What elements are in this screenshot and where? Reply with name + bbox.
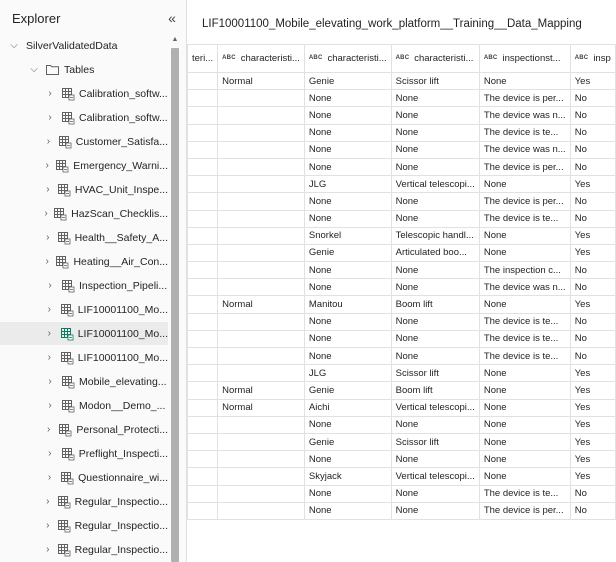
table-icon xyxy=(62,112,74,124)
table-item-label: Regular_Inspectio... xyxy=(74,495,168,508)
table-cell[interactable]: The device is te... xyxy=(479,210,570,227)
table-icon xyxy=(54,208,66,220)
table-cell[interactable] xyxy=(218,330,305,347)
table-cell[interactable] xyxy=(188,244,218,261)
table-cell[interactable]: The device is te... xyxy=(479,330,570,347)
table-cell[interactable] xyxy=(188,399,218,416)
column-header-label: inspectionst... xyxy=(502,53,561,64)
table-cell[interactable] xyxy=(218,468,305,485)
table-row[interactable] xyxy=(188,73,616,90)
table-cell[interactable]: None xyxy=(304,158,391,175)
column-header-label: characteristi... xyxy=(414,53,474,64)
table-cell[interactable]: Normal xyxy=(218,382,305,399)
column-header-label: characteristi... xyxy=(240,53,300,64)
table-row[interactable] xyxy=(188,313,616,330)
table-cell[interactable]: None xyxy=(479,433,570,450)
table-cell[interactable]: None xyxy=(479,399,570,416)
column-header-label: insp xyxy=(593,53,611,64)
sidebar-table-item[interactable] xyxy=(0,154,168,177)
table-cell[interactable]: Articulated boo... xyxy=(391,244,479,261)
column-header[interactable] xyxy=(188,45,218,73)
table-cell[interactable]: None xyxy=(479,468,570,485)
page-title: LIF10001100_Mobile_elevating_work_platform__Training__Data_Mapping xyxy=(202,18,582,30)
table-cell[interactable]: Normal xyxy=(218,399,305,416)
table-row[interactable] xyxy=(188,399,616,416)
table-cell[interactable]: Yes xyxy=(570,468,615,485)
table-cell[interactable]: JLG xyxy=(304,365,391,382)
table-cell[interactable]: No xyxy=(570,279,615,296)
table-cell[interactable] xyxy=(218,141,305,158)
table-cell[interactable]: No xyxy=(570,313,615,330)
table-cell[interactable]: None xyxy=(304,141,391,158)
table-cell[interactable]: Skyjack xyxy=(304,468,391,485)
table-cell[interactable]: The device is te... xyxy=(479,485,570,502)
table-cell[interactable]: Genie xyxy=(304,433,391,450)
table-cell[interactable]: No xyxy=(570,158,615,175)
table-cell[interactable]: Vertical telescopi... xyxy=(391,399,479,416)
table-cell[interactable]: Telescopic handl... xyxy=(391,227,479,244)
table-cell[interactable]: The device was n... xyxy=(479,141,570,158)
table-icon xyxy=(59,136,71,148)
chevron-right-icon[interactable]: › xyxy=(46,232,50,243)
table-cell[interactable]: The device is te... xyxy=(479,348,570,365)
table-icon xyxy=(62,448,74,460)
table-cell[interactable]: Genie xyxy=(304,73,391,90)
table-cell[interactable]: None xyxy=(391,348,479,365)
sidebar-table-item[interactable] xyxy=(0,274,168,297)
column-header[interactable] xyxy=(304,45,391,73)
table-cell[interactable]: Genie xyxy=(304,382,391,399)
table-cell[interactable] xyxy=(188,124,218,141)
tree-folder-tables[interactable] xyxy=(0,58,168,81)
table-cell[interactable] xyxy=(188,330,218,347)
scroll-up-arrow-icon[interactable]: ▲ xyxy=(171,36,179,43)
table-cell[interactable] xyxy=(188,468,218,485)
table-cell[interactable]: No xyxy=(570,141,615,158)
string-type-icon: ABC xyxy=(574,55,589,61)
table-cell[interactable] xyxy=(188,313,218,330)
table-cell[interactable]: Yes xyxy=(570,382,615,399)
table-row[interactable] xyxy=(188,468,616,485)
table-row[interactable] xyxy=(188,433,616,450)
table-cell[interactable]: No xyxy=(570,348,615,365)
table-cell[interactable] xyxy=(218,502,305,519)
table-row[interactable] xyxy=(188,90,616,107)
table-cell[interactable] xyxy=(218,107,305,124)
tree-root-label: SilverValidatedData xyxy=(26,39,118,52)
table-cell[interactable]: None xyxy=(391,90,479,107)
table-cell[interactable]: Yes xyxy=(570,244,615,261)
tree-root-silvervalidateddata[interactable] xyxy=(0,34,168,57)
table-cell[interactable] xyxy=(188,176,218,193)
table-icon xyxy=(58,232,70,244)
table-cell[interactable] xyxy=(218,433,305,450)
table-cell[interactable]: Yes xyxy=(570,365,615,382)
chevron-right-icon[interactable]: › xyxy=(46,520,50,531)
table-cell[interactable]: None xyxy=(391,485,479,502)
table-cell[interactable] xyxy=(218,210,305,227)
table-cell[interactable]: None xyxy=(304,210,391,227)
table-cell[interactable]: No xyxy=(570,502,615,519)
table-item-label: Mobile_elevating... xyxy=(79,375,167,388)
table-cell[interactable]: None xyxy=(391,262,479,279)
table-row[interactable] xyxy=(188,262,616,279)
table-icon xyxy=(61,304,73,316)
column-header[interactable] xyxy=(391,45,479,73)
table-icon xyxy=(56,160,68,172)
table-cell[interactable]: No xyxy=(570,330,615,347)
chevron-right-icon[interactable]: › xyxy=(48,88,52,99)
table-cell[interactable]: None xyxy=(391,330,479,347)
main-panel xyxy=(187,0,611,562)
table-cell[interactable]: No xyxy=(570,90,615,107)
table-cell[interactable]: None xyxy=(391,279,479,296)
table-cell[interactable] xyxy=(188,485,218,502)
table-cell[interactable]: None xyxy=(391,107,479,124)
table-row[interactable] xyxy=(188,141,616,158)
table-cell[interactable]: No xyxy=(570,210,615,227)
table-row[interactable] xyxy=(188,348,616,365)
table-cell[interactable] xyxy=(218,176,305,193)
table-cell[interactable]: Vertical telescopi... xyxy=(391,176,479,193)
chevron-right-icon[interactable]: › xyxy=(47,472,52,483)
table-item-label: LIF10001100_Mo... xyxy=(77,351,168,364)
table-icon xyxy=(56,256,68,268)
table-icon xyxy=(58,544,70,556)
table-row[interactable] xyxy=(188,365,616,382)
table-cell[interactable]: The device is per... xyxy=(479,502,570,519)
sidebar-table-item[interactable] xyxy=(0,346,168,369)
table-cell[interactable] xyxy=(188,210,218,227)
table-cell[interactable]: The inspection c... xyxy=(479,262,570,279)
table-row[interactable] xyxy=(188,244,616,261)
explorer-scrollbar[interactable] xyxy=(170,34,180,562)
table-cell[interactable]: No xyxy=(570,485,615,502)
column-header[interactable] xyxy=(570,45,615,73)
table-cell[interactable] xyxy=(218,348,305,365)
table-cell[interactable]: Boom lift xyxy=(391,296,479,313)
table-item-label: Modon__Demo_... xyxy=(79,399,166,412)
table-cell[interactable] xyxy=(188,262,218,279)
table-icon xyxy=(62,88,74,100)
chevron-right-icon[interactable]: › xyxy=(47,304,52,315)
scrollbar-thumb[interactable] xyxy=(171,48,179,562)
table-cell[interactable] xyxy=(218,90,305,107)
table-row[interactable] xyxy=(188,451,616,468)
table-cell[interactable]: Boom lift xyxy=(391,382,479,399)
table-item-label: LIF10001100_Mo... xyxy=(77,327,168,340)
column-header-label: teri... xyxy=(192,53,214,64)
table-cell[interactable]: Yes xyxy=(570,296,615,313)
table-cell[interactable]: Scissor lift xyxy=(391,433,479,450)
table-cell[interactable]: Manitou xyxy=(304,296,391,313)
table-cell[interactable]: None xyxy=(304,262,391,279)
table-item-label: Health__Safety_A... xyxy=(74,231,168,244)
table-item-label: Regular_Inspectio... xyxy=(74,519,168,532)
table-cell[interactable]: None xyxy=(304,348,391,365)
table-cell[interactable]: None xyxy=(391,141,479,158)
chevron-right-icon[interactable]: › xyxy=(48,448,52,459)
table-row[interactable] xyxy=(188,416,616,433)
table-row[interactable] xyxy=(188,296,616,313)
table-cell[interactable]: None xyxy=(479,244,570,261)
table-cell[interactable] xyxy=(188,296,218,313)
table-cell[interactable] xyxy=(218,313,305,330)
folder-icon xyxy=(46,64,59,75)
table-item-label: Emergency_Warni... xyxy=(73,159,168,172)
table-item-label: Personal_Protecti... xyxy=(76,423,168,436)
sidebar-table-item[interactable] xyxy=(0,298,168,321)
table-cell[interactable]: None xyxy=(391,193,479,210)
column-header[interactable] xyxy=(479,45,570,73)
table-cell[interactable]: None xyxy=(391,124,479,141)
table-cell[interactable]: The device was n... xyxy=(479,107,570,124)
table-cell[interactable]: No xyxy=(570,262,615,279)
sidebar-table-item[interactable] xyxy=(0,82,168,105)
table-row[interactable] xyxy=(188,227,616,244)
table-item-label: Inspection_Pipeli... xyxy=(79,279,168,292)
table-item-label: Calibration_softw... xyxy=(79,87,168,100)
table-cell[interactable]: None xyxy=(391,210,479,227)
sidebar-table-item[interactable] xyxy=(0,106,168,129)
table-cell[interactable]: Normal xyxy=(218,73,305,90)
table-cell[interactable] xyxy=(188,73,218,90)
table-cell[interactable]: Yes xyxy=(570,399,615,416)
sidebar-table-item[interactable] xyxy=(0,250,168,273)
chevron-right-icon[interactable]: › xyxy=(46,136,51,147)
table-cell[interactable]: None xyxy=(304,330,391,347)
chevron-right-icon[interactable]: › xyxy=(46,544,50,555)
table-cell[interactable]: None xyxy=(479,227,570,244)
table-cell[interactable] xyxy=(188,416,218,433)
table-cell[interactable]: None xyxy=(304,90,391,107)
table-item-label: Customer_Satisfa... xyxy=(75,135,168,148)
sidebar-table-item[interactable] xyxy=(0,418,168,441)
tree-folder-label: Tables xyxy=(64,63,95,76)
table-header-row xyxy=(188,45,616,73)
sidebar-table-item[interactable] xyxy=(0,442,168,465)
chevron-right-icon[interactable]: › xyxy=(46,496,50,507)
table-cell[interactable]: No xyxy=(570,193,615,210)
table-row[interactable] xyxy=(188,382,616,399)
table-cell[interactable]: None xyxy=(304,416,391,433)
table-cell[interactable]: Normal xyxy=(218,296,305,313)
chevron-down-icon[interactable]: ⌵ xyxy=(30,64,38,75)
table-row[interactable] xyxy=(188,107,616,124)
string-type-icon: ABC xyxy=(222,55,236,61)
table-cell[interactable]: None xyxy=(479,365,570,382)
table-cell[interactable] xyxy=(188,433,218,450)
sidebar-table-item[interactable] xyxy=(0,538,168,561)
table-cell[interactable] xyxy=(218,279,305,296)
table-cell[interactable] xyxy=(188,348,218,365)
chevron-right-icon[interactable]: › xyxy=(45,160,49,171)
table-row[interactable] xyxy=(188,330,616,347)
column-header-label: characteristi... xyxy=(327,53,387,64)
chevron-right-icon[interactable]: › xyxy=(48,112,52,123)
table-cell[interactable] xyxy=(188,279,218,296)
table-cell[interactable]: None xyxy=(391,313,479,330)
table-cell[interactable]: Yes xyxy=(570,73,615,90)
table-cell[interactable]: None xyxy=(479,73,570,90)
table-cell[interactable]: None xyxy=(304,279,391,296)
table-item-label: Heating__Air_Con... xyxy=(73,255,168,268)
table-icon xyxy=(62,400,74,412)
table-cell[interactable] xyxy=(188,502,218,519)
table-cell[interactable]: Aichi xyxy=(304,399,391,416)
table-cell[interactable]: None xyxy=(304,485,391,502)
table-cell[interactable] xyxy=(188,193,218,210)
explorer-panel xyxy=(0,0,187,562)
table-cell[interactable] xyxy=(188,451,218,468)
table-cell[interactable] xyxy=(188,90,218,107)
table-cell[interactable]: None xyxy=(479,451,570,468)
table-cell[interactable] xyxy=(218,262,305,279)
table-icon xyxy=(61,328,73,340)
table-cell[interactable] xyxy=(218,416,305,433)
chevron-right-icon[interactable]: › xyxy=(46,184,50,195)
table-icon xyxy=(58,520,70,532)
table-icon xyxy=(59,424,71,436)
sidebar-table-item[interactable] xyxy=(0,322,168,345)
table-item-label: Regular_Inspectio... xyxy=(74,543,168,556)
table-cell[interactable]: None xyxy=(304,313,391,330)
table-cell[interactable]: Genie xyxy=(304,244,391,261)
chevron-right-icon[interactable]: › xyxy=(47,424,51,435)
table-cell[interactable] xyxy=(188,365,218,382)
table-icon xyxy=(62,280,74,292)
table-cell[interactable]: None xyxy=(479,296,570,313)
table-cell[interactable]: The device is te... xyxy=(479,313,570,330)
table-cell[interactable]: Yes xyxy=(570,451,615,468)
table-cell[interactable] xyxy=(218,193,305,210)
table-item-label: Calibration_softw... xyxy=(79,111,168,124)
table-cell[interactable] xyxy=(218,124,305,141)
chevron-right-icon[interactable]: › xyxy=(48,280,52,291)
collapse-panel-icon[interactable]: « xyxy=(168,10,176,26)
table-cell[interactable] xyxy=(218,158,305,175)
chevron-right-icon[interactable]: › xyxy=(45,256,49,267)
string-type-icon: ABC xyxy=(308,55,323,61)
table-item-label: LIF10001100_Mo... xyxy=(77,303,168,316)
table-cell[interactable]: None xyxy=(391,158,479,175)
table-cell[interactable]: None xyxy=(304,124,391,141)
table-cell[interactable]: None xyxy=(304,193,391,210)
table-cell[interactable]: JLG xyxy=(304,176,391,193)
table-row[interactable] xyxy=(188,279,616,296)
table-cell[interactable]: Yes xyxy=(570,227,615,244)
table-row[interactable] xyxy=(188,485,616,502)
table-cell[interactable]: None xyxy=(304,451,391,468)
data-table xyxy=(187,44,616,520)
sidebar-table-item[interactable] xyxy=(0,370,168,393)
chevron-down-icon[interactable]: ⌵ xyxy=(10,40,18,51)
string-type-icon: ABC xyxy=(483,55,498,61)
table-cell[interactable] xyxy=(188,227,218,244)
table-cell[interactable]: Yes xyxy=(570,433,615,450)
sidebar-table-item[interactable] xyxy=(0,226,168,249)
table-icon xyxy=(61,352,73,364)
table-item-label: Preflight_Inspecti... xyxy=(78,447,168,460)
table-cell[interactable] xyxy=(218,485,305,502)
table-icon xyxy=(62,376,74,388)
table-cell[interactable]: None xyxy=(479,416,570,433)
table-cell[interactable]: None xyxy=(304,107,391,124)
table-icon xyxy=(58,184,70,196)
sidebar-table-item[interactable] xyxy=(0,394,168,417)
table-item-label: Questionnaire_wi... xyxy=(78,471,168,484)
table-cell[interactable] xyxy=(218,227,305,244)
table-row[interactable] xyxy=(188,502,616,519)
chevron-right-icon[interactable]: › xyxy=(44,208,48,219)
table-row[interactable] xyxy=(188,193,616,210)
sidebar-table-item[interactable] xyxy=(0,514,168,537)
sidebar-table-item[interactable] xyxy=(0,466,168,489)
table-row[interactable] xyxy=(188,124,616,141)
table-cell[interactable]: Snorkel xyxy=(304,227,391,244)
table-item-label: HVAC_Unit_Inspe... xyxy=(74,183,168,196)
table-icon xyxy=(61,472,73,484)
sidebar-table-item[interactable] xyxy=(0,202,168,225)
sidebar-table-item[interactable] xyxy=(0,490,168,513)
table-cell[interactable] xyxy=(218,365,305,382)
chevron-right-icon[interactable]: › xyxy=(47,352,52,363)
sidebar-table-item[interactable] xyxy=(0,178,168,201)
table-cell[interactable]: The device is te... xyxy=(479,124,570,141)
chevron-right-icon[interactable]: › xyxy=(47,328,52,339)
table-cell[interactable]: None xyxy=(391,451,479,468)
table-cell[interactable]: No xyxy=(570,124,615,141)
table-cell[interactable] xyxy=(218,451,305,468)
chevron-right-icon[interactable]: › xyxy=(48,376,52,387)
table-cell[interactable]: None xyxy=(391,416,479,433)
table-cell[interactable] xyxy=(188,141,218,158)
table-row[interactable] xyxy=(188,158,616,175)
table-cell[interactable]: The device is per... xyxy=(479,193,570,210)
table-cell[interactable] xyxy=(188,107,218,124)
table-cell[interactable]: Scissor lift xyxy=(391,73,479,90)
table-cell[interactable]: None xyxy=(391,502,479,519)
table-cell[interactable]: Vertical telescopi... xyxy=(391,468,479,485)
sidebar-table-item[interactable] xyxy=(0,130,168,153)
table-cell[interactable]: The device is per... xyxy=(479,158,570,175)
explorer-title: Explorer xyxy=(12,11,61,26)
table-cell[interactable]: No xyxy=(570,107,615,124)
data-grid xyxy=(187,44,616,520)
table-cell[interactable] xyxy=(188,158,218,175)
table-cell[interactable]: None xyxy=(479,176,570,193)
table-row[interactable] xyxy=(188,176,616,193)
table-cell[interactable] xyxy=(188,382,218,399)
table-cell[interactable]: None xyxy=(479,382,570,399)
table-cell[interactable]: The device was n... xyxy=(479,279,570,296)
column-header[interactable] xyxy=(218,45,305,73)
table-item-label: HazScan_Checklis... xyxy=(71,207,168,220)
string-type-icon: ABC xyxy=(395,55,410,61)
table-cell[interactable]: The device is per... xyxy=(479,90,570,107)
table-cell[interactable]: Yes xyxy=(570,416,615,433)
table-row[interactable] xyxy=(188,210,616,227)
table-cell[interactable]: Yes xyxy=(570,176,615,193)
table-icon xyxy=(58,496,70,508)
table-cell[interactable] xyxy=(218,244,305,261)
table-cell[interactable]: Scissor lift xyxy=(391,365,479,382)
chevron-right-icon[interactable]: › xyxy=(48,400,52,411)
table-cell[interactable]: None xyxy=(304,502,391,519)
